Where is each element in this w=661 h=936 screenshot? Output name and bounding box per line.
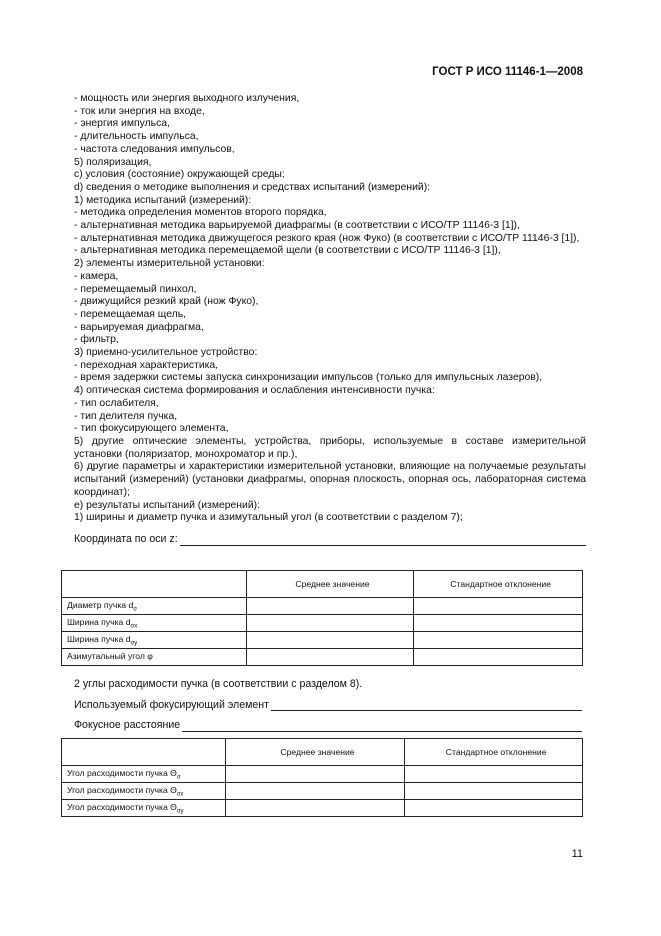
page-header: ГОСТ Р ИСО 11146-1—2008 [432,66,583,78]
row-label-text: Угол расходимости пучка Θ [67,784,177,795]
std-dev-cell[interactable] [414,649,583,666]
row-label [62,632,247,649]
text-line: - варьируемая диафрагма, [74,321,204,333]
row-label [62,800,226,817]
text-line: 2) элементы измерительной установки: [74,258,265,270]
std-dev-cell[interactable] [414,615,583,632]
paragraph-5: 5) другие оптические элементы, устройства, приборы, используемые в составе измерительной установки (поляризатор, монохроматор и пр.), [74,435,586,460]
table-row [62,649,583,666]
coord-field[interactable]: Координата по оси z : [74,533,586,546]
std-dev-cell[interactable] [405,800,583,817]
mean-value-cell[interactable] [225,783,405,800]
focus-distance-label: Фокусное расстояние [74,719,181,732]
text-line: d) сведения о методике выполнения и средствах испытаний (измерений): [74,181,431,193]
std-dev-cell[interactable] [405,783,583,800]
row-label-text: Ширина пучка d [67,633,131,644]
text-line: - тип фокусирующего элемента, [74,423,229,435]
text-line: - ток или энергия на входе, [74,105,205,117]
text-line: - тип ослабителя, [74,397,159,409]
text-line: - энергия импульса, [74,118,170,130]
document-body [74,93,586,546]
coord-label: Координата по оси z [74,532,175,545]
table-header-cell: Стандартное отклонение [414,571,583,598]
divergence-table [61,738,583,817]
text-line: - переходная характеристика, [74,359,219,371]
row-label [62,783,226,800]
table-header-cell: Среднее значение [246,571,414,598]
row-label-text: Диаметр пучка d [67,599,134,610]
text-line: - частота следования импульсов, [74,143,235,155]
text-line: 3) приемно-усилительное устройство: [74,347,258,359]
text-line: c) условия (состояние) окружающей среды; [74,169,285,181]
std-dev-cell[interactable] [405,766,583,783]
table-row [62,766,583,783]
text-line: - перемещаемая щель, [74,308,187,320]
text-line: - альтернативная методика варьируемой диафрагмы (в соответствии с ИСО/ТР 11146-3 [1]), [74,220,520,232]
mean-value-cell[interactable] [246,615,414,632]
mean-value-cell[interactable] [246,649,414,666]
text-line: - камера, [74,270,119,282]
row-label-subscript: σy [130,640,138,647]
mean-value-cell[interactable] [246,598,414,615]
text-line: - мощность или энергия выходного излучения, [74,93,300,104]
row-label [62,598,247,615]
page-number: 11 [571,848,583,860]
text-line: - время задержки системы запуска синхронизации импульсов (только для импульсных лазеров), [74,372,543,384]
section-2-title: 2 углы расходимости пучка (в соответствии с разделом 8). [74,678,363,690]
divergence-section [74,678,582,732]
table-row [62,615,583,632]
text-line: 4) оптическая система формирования и ослабления интенсивности пучка: [74,385,435,397]
row-label-text: Угол расходимости пучка Θ [67,801,177,812]
text-line: - альтернативная методика перемещаемой щели (в соответствии с ИСО/ТР 11146-3 [1]), [74,245,501,257]
focus-distance-field[interactable] [74,719,582,732]
focus-element-field[interactable] [74,699,582,712]
mean-value-cell[interactable] [225,766,405,783]
table-header-cell: Стандартное отклонение [405,739,583,766]
row-label-text: Азимутальный угол φ [67,650,153,661]
text-line: - фильтр, [74,334,119,346]
text-line: 5) поляризация, [74,156,152,168]
table-header-cell: Среднее значение [225,739,405,766]
focus-element-label: Используемый фокусирующий элемент [74,698,269,711]
text-line: - альтернативная методика движущегося резкого края (нож Фуко) (в соответствии с ИСО/ТР 11146-3 [1]), [74,232,580,244]
text-line: - длительность импульса, [74,131,199,143]
row-label-subscript: σy [176,808,184,815]
mean-value-cell[interactable] [225,800,405,817]
text-line: - тип делителя пучка, [74,410,178,422]
row-label-text: Угол расходимости пучка Θ [67,767,177,778]
text-line: 1) методика испытаний (измерений): [74,194,252,206]
row-label-subscript: σ [133,606,137,613]
row-label-subscript: σ [176,774,181,781]
table-row [62,598,583,615]
table-row [62,783,583,800]
row-label-subscript: σx [130,623,138,630]
text-line: 1) ширины и диаметр пучка и азимутальный угол (в соответствии с разделом 7); [74,512,463,524]
beam-width-table [61,570,583,666]
row-label [62,766,226,783]
row-label-text: Ширина пучка d [67,616,131,627]
table-header-cell [62,571,247,598]
std-dev-cell[interactable] [414,598,583,615]
table-row [62,800,583,817]
row-label [62,649,247,666]
table-row [62,632,583,649]
text-line: - движущийся резкий край (нож Фуко), [74,296,259,308]
row-label-subscript: σx [176,791,184,798]
std-dev-cell[interactable] [414,632,583,649]
text-line: - перемещаемый пинхол, [74,283,197,295]
table-header-cell [62,739,226,766]
text-line: e) результаты испытаний (измерений): [74,499,260,511]
mean-value-cell[interactable] [246,632,414,649]
row-label [62,615,247,632]
paragraph-6: 6) другие параметры и характеристики измерительной установки, влияющие на получаемые результаты испытаний (измерений) (установки диафрагмы, опорная плоскость, опорная ось, лабораторная система координат); [74,461,586,498]
text-line: - методика определения моментов второго порядка, [74,207,327,219]
